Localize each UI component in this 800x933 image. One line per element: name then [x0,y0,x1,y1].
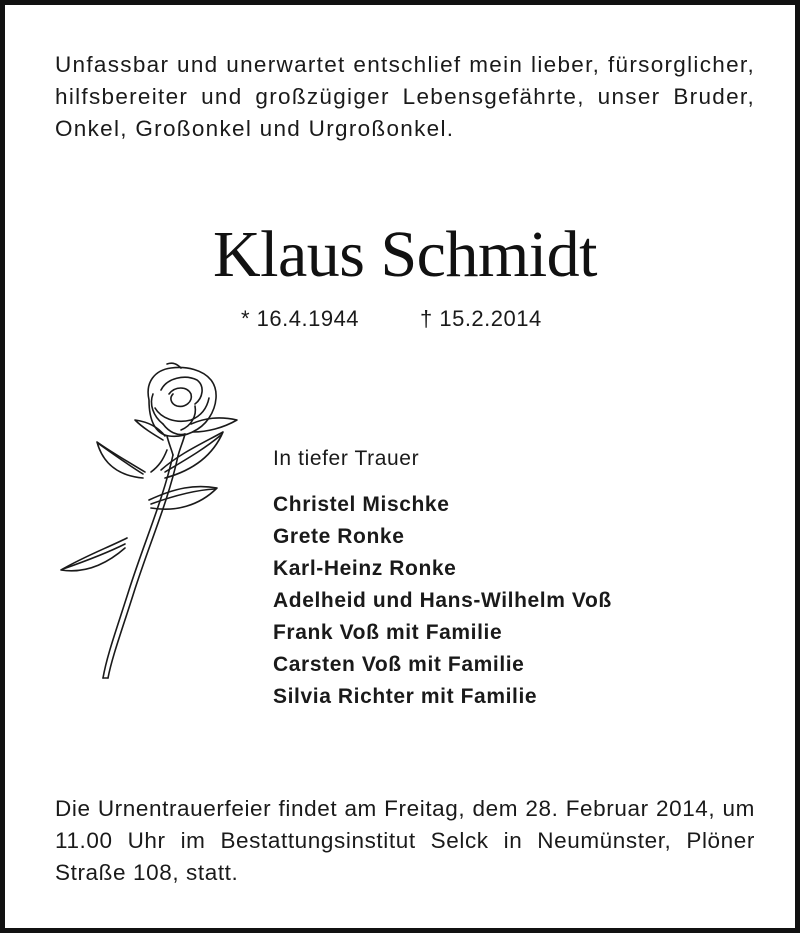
intro-text: Unfassbar und unerwartet entschlief mein lieber, fürsorglicher, hilfsbereiter und großzügiger Lebensgefährte, unser Bruder, Onkel, Großonkel und Urgroßonkel. [55,52,755,141]
mourners-list [273,489,612,713]
mourner-name: Carsten Voß mit Familie [273,653,525,676]
rose-icon [45,360,245,690]
deceased-name: Klaus Schmidt [213,218,597,291]
death-date: † 15.2.2014 [420,306,542,331]
service-details: Die Urnentrauerfeier findet am Freitag, dem 28. Februar 2014, um 11.00 Uhr im Bestattungsinstitut Selck in Neumünster, Plöner Straße 108, statt. [55,796,755,885]
mourner-name: Christel Mischke [273,493,450,516]
mourner-name: Frank Voß mit Familie [273,621,503,644]
mourner-name: Adelheid und Hans-Wilhelm Voß [273,589,612,612]
mourner-name: Silvia Richter mit Familie [273,685,538,708]
mourner-name: Grete Ronke [273,525,405,548]
mourning-label: In tiefer Trauer [273,447,420,470]
birth-date: * 16.4.1944 [241,306,360,331]
mourner-name: Karl-Heinz Ronke [273,557,457,580]
